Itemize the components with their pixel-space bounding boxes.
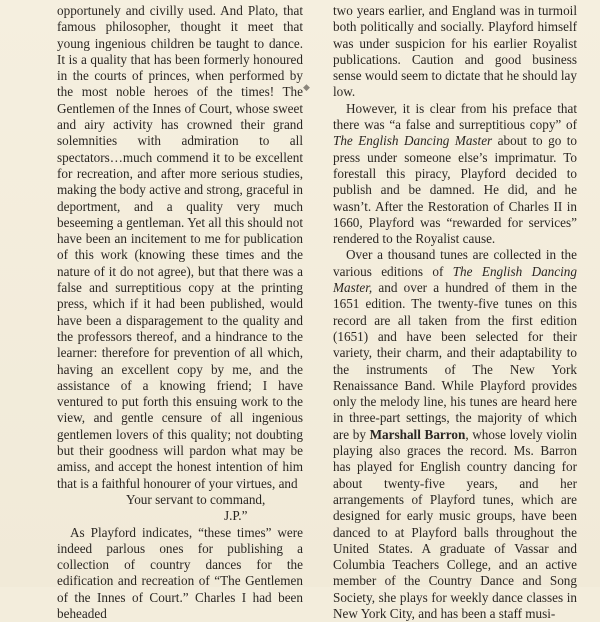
- tunes-text-a: Over a thousand tunes are collected in the various editions of: [333, 247, 577, 278]
- book-title-2: The English Dancing Master,: [333, 264, 577, 295]
- book-title: The English Dancing Master: [333, 133, 492, 148]
- piracy-paragraph: [333, 101, 577, 248]
- arranger-name: Marshall Barron: [370, 427, 466, 442]
- history-paragraph: two years earlier, and England was in turmoil both politically and socially. Playford himself was under suspicion for his earlier Royalist publications. Caution and good business sense would seem to dictate that he should lay low.: [333, 3, 577, 101]
- closing-salutation: Your servant to command,: [57, 492, 303, 508]
- tunes-text-b: and over a hundred of them in the 1651 edition. The twenty-five tunes on this record are all taken from the first edition (1651) and have been selected for their variety, their charm, and their adaptability to the instruments of The New York Renaissance Band. While Playford provides only the melody line, his tunes are heard here in three-part settings, the majority of which are by: [333, 280, 577, 442]
- preface-quote-paragraph: opportunely and civilly used. And Plato, that famous philosopher, thought it meet that young ingenious children be taught to dance. It is a quality that has been formerly honoured in the courts of princes, when performed by the most noble heroes of the times! The Gentlemen of the Innes of Court, whose sweet and airy activity has crowned their grand solemnities with admiration to all spectators…much commend it to be excellent for recreation, and after more serious studies, making the body active and strong, graceful in deportment, and a quality very much beseeming a gentleman. Yet all this should not have been an incitement to me for publication of this work (knowing these times and the nature of it do not agree), but that there was a false and surreptitious copy at the printing press, which if it had been published, would have been a disparagement to the quality and the professors thereof, and a hindrance to the learner: therefore for prevention of all which, having an excellent copy by me, and the assistance of a knowing friend; I have ventured to put forth this ensuing work to the view, and gentle censure of all ingenious gentlemen lovers of this quality; not doubting but their goodness will pardon what may be amiss, and accept the honest intention of him that is a faithful honourer of your virtues, and: [57, 3, 303, 492]
- closing-signature: J.P.”: [57, 508, 303, 524]
- margin-mark: ◆: [303, 82, 310, 93]
- piracy-text-a: However, it is clear from his preface that there was “a false and surreptitious copy” of: [333, 101, 577, 132]
- tunes-text-c: , whose lovely violin playing also graces the record. Ms. Barron has played for English country dancing for about twenty-five years, and her arrangements of Playford tunes, which are designed for early music groups, have been danced to at Playford balls throughout the United States. A graduate of Vassar and Columbia Teachers College, and an active member of the Country Dance and Song Society, she plays for weekly dance classes in New York City, and has been a staff musi-: [333, 427, 577, 621]
- commentary-paragraph: As Playford indicates, “these times” were indeed parlous ones for publishing a collection of country dances for the edification and recreation of “The Gentlemen of the Innes of Court.” Charles I had been beheaded: [57, 525, 303, 622]
- right-column: [333, 3, 577, 622]
- piracy-text-b: about to go to press under someone else’s imprimatur. To forestall this piracy, Playford decided to publish and be damned. He did, and he wasn’t. After the Restoration of Charles II in 1660, Playford was “rewarded for services” rendered to the Royalist cause.: [333, 133, 577, 246]
- left-column: [57, 3, 303, 622]
- preface-closing: [57, 492, 303, 525]
- tunes-paragraph: [333, 247, 577, 622]
